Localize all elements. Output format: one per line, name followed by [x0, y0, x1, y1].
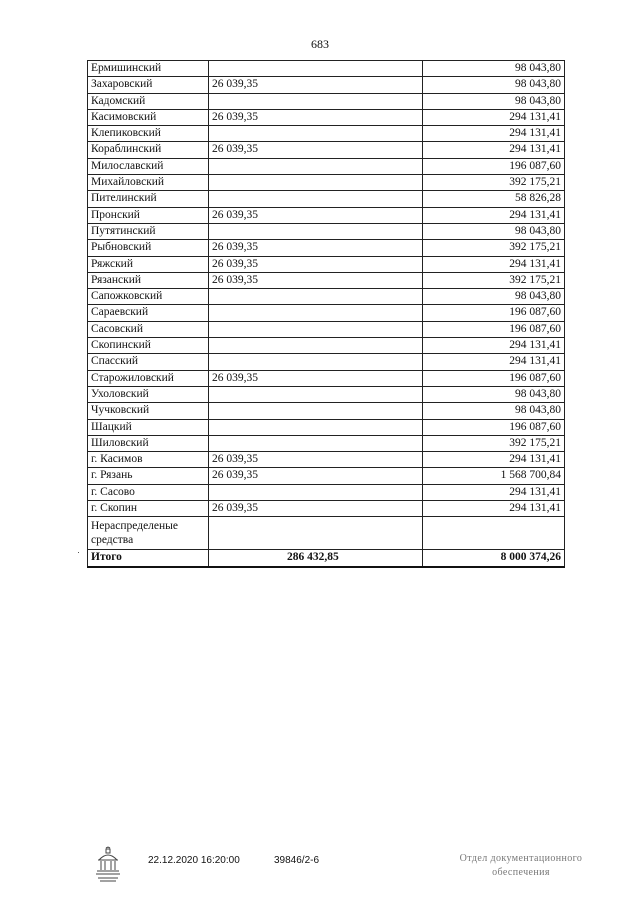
amount-col1: 26 039,35	[209, 501, 423, 517]
table-row	[88, 338, 565, 354]
amount-col1	[209, 126, 423, 142]
amount-col2: 196 087,60	[423, 158, 565, 174]
amount-col2: 98 043,80	[423, 61, 565, 77]
district-name: г. Сасово	[88, 484, 209, 500]
amount-col2: 294 131,41	[423, 207, 565, 223]
unallocated-label: Нераспределеные средства	[88, 517, 209, 550]
table-row	[88, 191, 565, 207]
district-name: Чучковский	[88, 403, 209, 419]
district-name: Шацкий	[88, 419, 209, 435]
amount-col2: 294 131,41	[423, 354, 565, 370]
amount-col1	[209, 419, 423, 435]
amount-col1	[209, 354, 423, 370]
district-name: Спасский	[88, 354, 209, 370]
amount-col1	[209, 403, 423, 419]
amount-col1	[209, 93, 423, 109]
district-name: Кадомский	[88, 93, 209, 109]
page-number: 683	[311, 37, 329, 51]
table-row	[88, 484, 565, 500]
district-name: г. Касимов	[88, 452, 209, 468]
table-row	[88, 452, 565, 468]
district-name: Старожиловский	[88, 370, 209, 386]
amount-col2: 196 087,60	[423, 321, 565, 337]
table-row	[88, 158, 565, 174]
district-name: Милославский	[88, 158, 209, 174]
district-name: Скопинский	[88, 338, 209, 354]
amount-col2: 98 043,80	[423, 223, 565, 239]
amount-col2: 294 131,41	[423, 256, 565, 272]
district-name: Касимовский	[88, 109, 209, 125]
amount-col2: 294 131,41	[423, 501, 565, 517]
amount-col2: 294 131,41	[423, 126, 565, 142]
district-name: Путятинский	[88, 223, 209, 239]
table-row	[88, 289, 565, 305]
total-label: Итого	[88, 550, 209, 567]
amount-col2: 392 175,21	[423, 240, 565, 256]
district-name: г. Рязань	[88, 468, 209, 484]
unallocated-row	[88, 517, 565, 550]
amount-col1	[209, 484, 423, 500]
amount-col2: 392 175,21	[423, 272, 565, 288]
amount-col2: 196 087,60	[423, 305, 565, 321]
table-row	[88, 77, 565, 93]
amount-col1: 26 039,35	[209, 240, 423, 256]
amount-col2: 196 087,60	[423, 419, 565, 435]
district-name: Клепиковский	[88, 126, 209, 142]
amount-col1: 26 039,35	[209, 272, 423, 288]
table-row	[88, 272, 565, 288]
district-name: Пителинский	[88, 191, 209, 207]
amount-col1	[209, 223, 423, 239]
total-col1: 286 432,85	[209, 550, 423, 567]
amount-col2: 392 175,21	[423, 435, 565, 451]
table-row	[88, 240, 565, 256]
stamp-datetime: 22.12.2020 16:20:00	[148, 855, 240, 866]
district-name: Ряжский	[88, 256, 209, 272]
total-col2: 8 000 374,26	[423, 550, 565, 567]
amount-col2: 98 043,80	[423, 289, 565, 305]
district-name: Михайловский	[88, 175, 209, 191]
amount-col1: 26 039,35	[209, 109, 423, 125]
district-name: Сасовский	[88, 321, 209, 337]
footer-stamp	[0, 852, 640, 892]
district-name: Шиловский	[88, 435, 209, 451]
amount-col2: 98 043,80	[423, 93, 565, 109]
district-name: Сапожковский	[88, 289, 209, 305]
amount-col2: 98 043,80	[423, 386, 565, 402]
amount-col2: 1 568 700,84	[423, 468, 565, 484]
table-row	[88, 93, 565, 109]
stamp-document-id: 39846/2-6	[274, 855, 320, 866]
district-name: Кораблинский	[88, 142, 209, 158]
table-row	[88, 419, 565, 435]
amount-col2: 294 131,41	[423, 109, 565, 125]
table-row	[88, 468, 565, 484]
amount-col1: 26 039,35	[209, 77, 423, 93]
amount-col1	[209, 289, 423, 305]
district-name: Захаровский	[88, 77, 209, 93]
table-row	[88, 354, 565, 370]
district-name: Рязанский	[88, 272, 209, 288]
district-name: Пронский	[88, 207, 209, 223]
table-row	[88, 109, 565, 125]
table-body	[88, 61, 565, 567]
amount-col2: 392 175,21	[423, 175, 565, 191]
amount-col2: 196 087,60	[423, 370, 565, 386]
district-name: г. Скопин	[88, 501, 209, 517]
district-name: Ермишинский	[88, 61, 209, 77]
amount-col1	[209, 191, 423, 207]
amount-col2: 58 826,28	[423, 191, 565, 207]
table-row	[88, 403, 565, 419]
table-row	[88, 223, 565, 239]
amount-col1: 26 039,35	[209, 142, 423, 158]
table-row	[88, 435, 565, 451]
scan-speck	[78, 552, 79, 553]
table-row	[88, 321, 565, 337]
table-row	[88, 386, 565, 402]
amount-col1	[209, 386, 423, 402]
table-row	[88, 501, 565, 517]
table-row	[88, 142, 565, 158]
department-line-1: Отдел документационного	[459, 853, 583, 864]
amount-col1	[209, 305, 423, 321]
table-row	[88, 175, 565, 191]
amount-col1	[209, 158, 423, 174]
amount-col2: 98 043,80	[423, 77, 565, 93]
amount-col2: 294 131,41	[423, 484, 565, 500]
amount-col1	[209, 435, 423, 451]
table-row	[88, 207, 565, 223]
table-row	[88, 256, 565, 272]
amount-col1: 26 039,35	[209, 370, 423, 386]
amount-col1	[209, 61, 423, 77]
amount-col1: 26 039,35	[209, 207, 423, 223]
table-row	[88, 370, 565, 386]
duma-emblem-icon	[93, 846, 123, 886]
unallocated-col1	[209, 517, 423, 550]
amount-col2: 294 131,41	[423, 452, 565, 468]
table-row	[88, 61, 565, 77]
table-row	[88, 305, 565, 321]
amount-col1	[209, 321, 423, 337]
amount-col1: 26 039,35	[209, 468, 423, 484]
district-name: Рыбновский	[88, 240, 209, 256]
department-line-2: обеспечения	[492, 867, 550, 878]
district-name: Ухоловский	[88, 386, 209, 402]
table-row	[88, 126, 565, 142]
total-row	[88, 550, 565, 567]
amount-col1: 26 039,35	[209, 452, 423, 468]
amount-col1	[209, 175, 423, 191]
amount-col2: 294 131,41	[423, 142, 565, 158]
unallocated-col2	[423, 517, 565, 550]
district-name: Сараевский	[88, 305, 209, 321]
amount-col2: 98 043,80	[423, 403, 565, 419]
department-stamp	[446, 852, 596, 880]
amount-col1	[209, 338, 423, 354]
amount-col1: 26 039,35	[209, 256, 423, 272]
amount-col2: 294 131,41	[423, 338, 565, 354]
allocation-table	[87, 60, 565, 568]
